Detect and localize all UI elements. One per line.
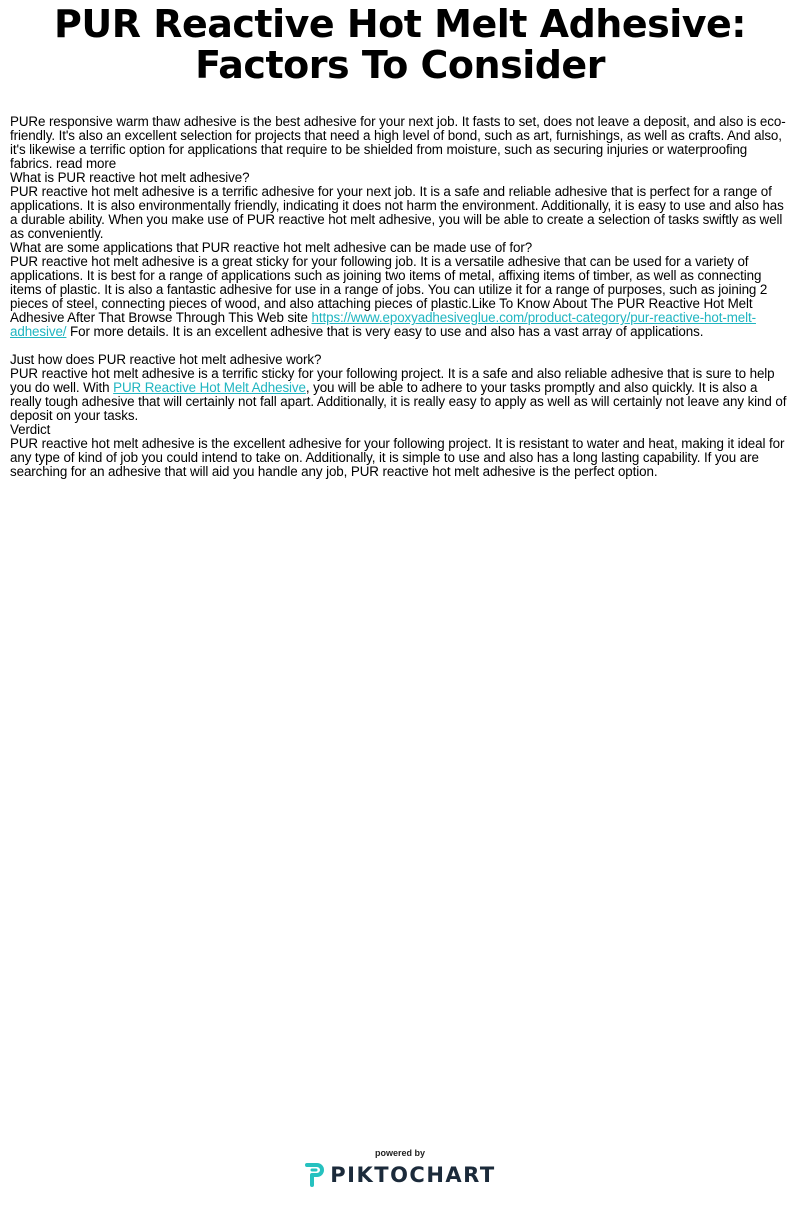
piktochart-wordmark: PIKTOCHART [330,1163,496,1187]
pur-adhesive-link[interactable]: PUR Reactive Hot Melt Adhesive [113,380,306,395]
how-it-works-text-end: , you will be able to adhere to your tasks promptly and also quickly. It is also a really tough adhesive that will certainly not fall apart. Additionally, it is really easy to apply as well as will certainly not leave any kind of deposit on your tasks. [10,380,787,423]
article-body [10,115,788,479]
powered-by-label: powered by [374,1148,425,1158]
page-title-line-2: Factors To Consider [195,43,605,87]
section-heading-applications: What are some applications that PUR reactive hot melt adhesive can be made use of for? [10,240,533,255]
what-is-paragraph: PUR reactive hot melt adhesive is a terrific adhesive for your next job. It is a safe and reliable adhesive that is perfect for a range of applications. It is also environmentally friendly, indicating it does not harm the environment. Additionally, it is easy to use and also has a durable ability. When you make use of PUR reactive hot melt adhesive, you will be able to create a selection of tasks swiftly as well as conveniently. [10,184,784,241]
piktochart-logo-icon [304,1162,324,1188]
how-it-works-text-start: PUR reactive hot melt adhesive is a terrific sticky for your following project. It is a safe and also reliable adhesive that is sure to help you do well. With [10,366,775,395]
paragraph-spacer [10,339,788,353]
product-category-link[interactable]: https://www.epoxyadhesiveglue.com/product-category/pur-reactive-hot-melt-adhesive/ [10,310,756,339]
piktochart-brand[interactable] [304,1162,495,1188]
page-title-line-1: PUR Reactive Hot Melt Adhesive: [54,2,746,46]
section-heading-what-is: What is PUR reactive hot melt adhesive? [10,170,250,185]
section-heading-how-it-works: Just how does PUR reactive hot melt adhesive work? [10,352,322,367]
piktochart-footer[interactable] [0,1148,800,1192]
verdict-paragraph: PUR reactive hot melt adhesive is the excellent adhesive for your following project. It is resistant to water and heat, making it ideal for any type of kind of job you could intend to take on. Additionally, it is simple to use and also has a long lasting capability. If you are searching for an adhesive that will aid you handle any job, PUR reactive hot melt adhesive is the perfect option. [10,436,785,479]
intro-paragraph: PURe responsive warm thaw adhesive is the best adhesive for your next job. It fasts to set, does not leave a deposit, and also is eco-friendly. It's also an excellent selection for projects that need a high level of bond, such as art, furnishings, as well as crafts. And also, it's likewise a terrific option for applications that require to be shielded from moisture, such as securing injuries or waterproofing fabrics. read more [10,114,786,171]
applications-paragraph [10,255,788,339]
section-heading-verdict: Verdict [10,422,51,437]
page-title [0,0,800,86]
applications-text-start: PUR reactive hot melt adhesive is a great sticky for your following job. It is a versatile adhesive that can be used for a variety of applications. It is best for a range of applications such as joining two items of metal, affixing items of timber, as well as connecting items of plastic. It is also a fantastic adhesive for use in a range of jobs. You can utilize it for a range of purposes, such as joining 2 pieces of steel, connecting pieces of wood, and also attaching pieces of plastic.Like To Know About The PUR Reactive Hot Melt Adhesive After That Browse Through This Web site [10,254,768,325]
how-it-works-paragraph [10,367,788,423]
applications-text-end: For more details. It is an excellent adhesive that is very easy to use and also has a vast array of applications. [66,324,704,339]
